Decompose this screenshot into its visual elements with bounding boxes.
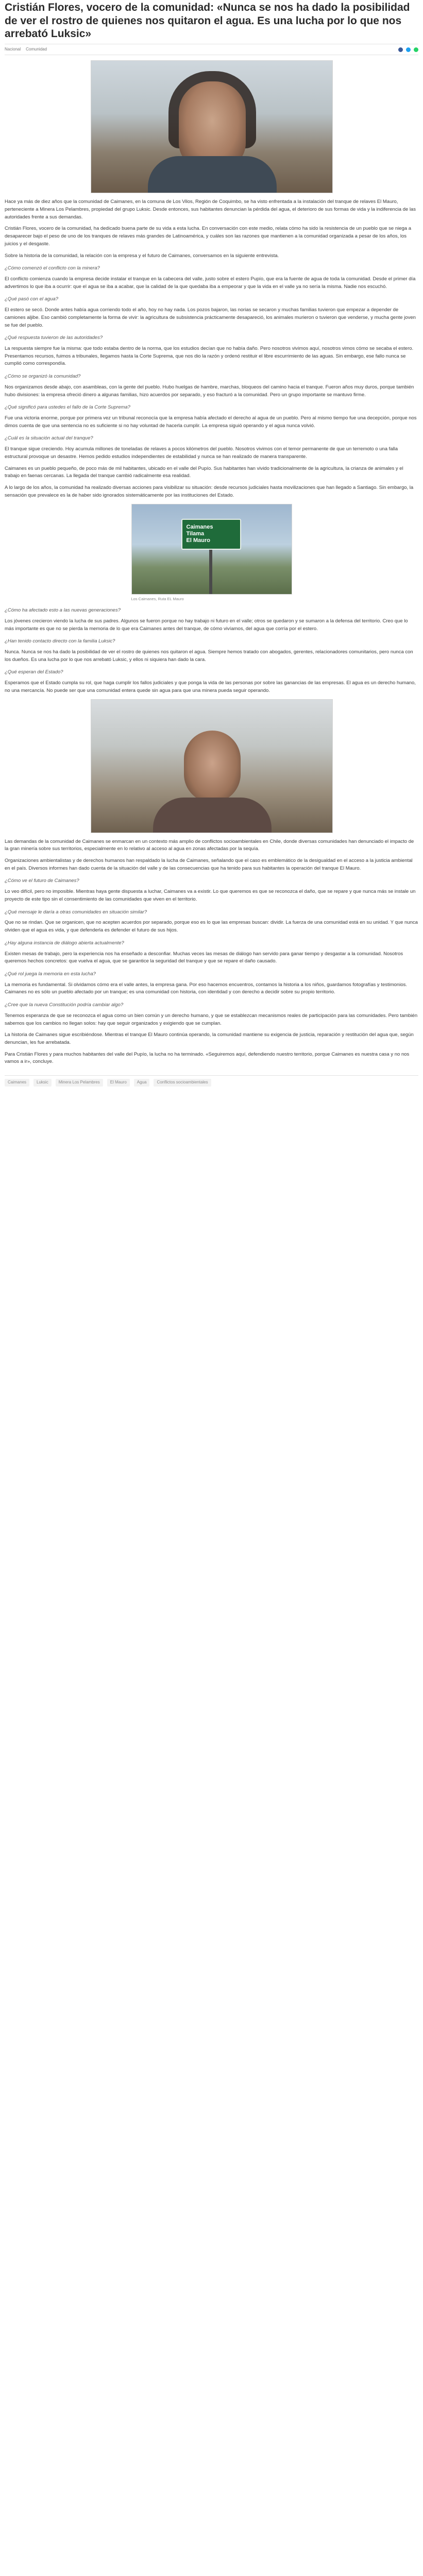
sign-line: El Mauro bbox=[186, 537, 210, 544]
intro-paragraph: Hace ya más de diez años que la comunidad de Caimanes, en la comuna de Los Vilos, Región de Coquimbo, se ha visto enfrentada a la instalación del tranque de relaves El Mauro, perteneciente a Minera Los Pelambres, propiedad del grupo Luksic. Desde entonces, sus habitantes denuncian la pérdida del agua, el deterioro de sus formas de vida y la indiferencia de las autoridades frente a sus demandas. bbox=[5, 199, 416, 220]
figure-portrait bbox=[5, 60, 418, 193]
interview-answer: La respuesta siempre fue la misma: que todo estaba dentro de la norma, que los estudios decían que no había daño. Pero nosotros vivimos aquí, nosotros vimos cómo se secaba el estero. Presentamos recursos, fuimos a tribunales, llegamos hasta la Corte Suprema, que nos dio la razón y ordenó restituir el libre escurrimiento de las aguas. Sin embargo, ese fallo nunca se cumplió como correspondía. bbox=[5, 346, 414, 367]
interview-answer: Nos organizamos desde abajo, con asambleas, con la gente del pueblo. Hubo huelgas de hambre, marchas, bloqueos del camino hacia el tranque. Fueron años muy duros, porque también hubo divisiones: la empresa ofreció dinero a algunas familias, hizo acuerdos por separado, y eso fracturó a la comunidad. Pero un grupo importante se mantuvo firme. bbox=[5, 384, 414, 398]
qa-section-1 bbox=[5, 265, 418, 461]
interview-question: ¿Cree que la nueva Constitución podría cambiar algo? bbox=[5, 1002, 124, 1008]
interview-question: ¿Qué pasó con el agua? bbox=[5, 296, 59, 302]
after-photo-section bbox=[5, 838, 418, 873]
interview-question: ¿Cómo comenzó el conflicto con la minera? bbox=[5, 265, 100, 272]
qa-section-2 bbox=[5, 607, 418, 694]
interview-question: ¿Cómo se organizó la comunidad? bbox=[5, 374, 81, 380]
body-paragraph: Caimanes es un pueblo pequeño, de poco más de mil habitantes, ubicado en el valle del Pupío. Sus habitantes han vivido tradicionalmente de la agricultura, la crianza de animales y el trabajo en faenas cercanas. La llegada del tranque cambió radicalmente esa realidad. bbox=[5, 465, 403, 479]
interview-answer: Nunca. Nunca se nos ha dado la posibilidad de ver el rostro de quienes nos quitaron el agua. Siempre hemos tratado con abogados, gerentes, relacionadores comunitarios, pero nunca con los dueños. Es una lucha por lo que nos arrebató Luksic, y ellos ni siquiera han dado la cara. bbox=[5, 649, 413, 663]
article-category: Comunidad bbox=[26, 46, 47, 52]
interview-answer: Esperamos que el Estado cumpla su rol, que haga cumplir los fallos judiciales y que ponga la vida de las personas por sobre las ganancias de las empresas. El agua es un derecho humano, no una mercancía. No puede ser que una comunidad entera quede sin agua para que una minera pueda seguir operando. bbox=[5, 680, 416, 693]
photo-caption: Los Caimanes, Ruta EL Mauro bbox=[131, 596, 184, 601]
body-paragraph: A lo largo de los años, la comunidad ha realizado diversas acciones para visibilizar su situación: desde recursos judiciales hasta movilizaciones que han llegado a Santiago. Sin embargo, la sensación que prevalece es la de haber sido ignorados sistemáticamente por las instituciones del Estado. bbox=[5, 485, 414, 498]
closing-paragraph: La historia de Caimanes sigue escribiéndose. Mientras el tranque El Mauro continúa operando, la comunidad mantiene su exigencia de justicia, reparación y restitución del agua que, según denuncian, les fue arrebatada. bbox=[5, 1032, 414, 1045]
interview-answer: Lo veo difícil, pero no imposible. Mientras haya gente dispuesta a luchar, Caimanes va a existir. Lo que queremos es que se reconozca el daño, que se repare y que nunca más se instale un proyecto de este tipo sin el consentimiento de las comunidades que viven en el territorio. bbox=[5, 889, 416, 902]
whatsapp-share-icon[interactable] bbox=[414, 47, 418, 52]
tag-link[interactable]: El Mauro bbox=[107, 1079, 130, 1086]
portrait-photo-2 bbox=[91, 699, 333, 833]
tag-link[interactable]: Caimanes bbox=[5, 1079, 29, 1086]
share-buttons bbox=[398, 47, 418, 52]
interview-answer: Que no se rindan. Que se organicen, que no acepten acuerdos por separado, porque eso es lo que las empresas buscan: dividir. La fuerza de una comunidad está en su unidad. Y que nunca olviden que el agua es vida, y que defenderla es defender el futuro de sus hijos. bbox=[5, 920, 418, 934]
facebook-share-icon[interactable] bbox=[398, 47, 403, 52]
intro-paragraph: Cristián Flores, vocero de la comunidad, ha dedicado buena parte de su vida a esta lucha. En conversación con este medio, relata cómo ha sido la resistencia de un pueblo que se niega a desaparecer bajo el peso de uno de los tranques de relaves más grandes de Latinoamérica, y cuáles son las razones que mantienen a la comunidad organizada a pesar de los años, los juicios y el desgaste. bbox=[5, 226, 411, 247]
road-sign bbox=[181, 519, 241, 550]
interview-answer: El estero se secó. Donde antes había agua corriendo todo el año, hoy no hay nada. Los pozos bajaron, las norias se secaron y muchas familias tuvieron que empezar a depender de camiones aljibe. Eso cambió completamente la forma de vivir: la agricultura de subsistencia prácticamente desapareció, los animales murieron o tuvieron que venderse, y mucha gente joven se fue del pueblo. bbox=[5, 307, 416, 328]
closing-paragraph: Para Cristián Flores y para muchos habitantes del valle del Pupío, la lucha no ha terminado. «Seguiremos aquí, defendiendo nuestro territorio, porque Caimanes es nuestra casa y no nos vamos a ir», concluye. bbox=[5, 1051, 410, 1065]
interview-answer: Fue una victoria enorme, porque por primera vez un tribunal reconocía que la empresa había afectado el derecho al agua de un pueblo. Pero al mismo tiempo fue una decepción, porque nos dimos cuenta de que una sentencia no es suficiente si no hay voluntad de hacerla cumplir. La empresa siguió operando y el agua nunca volvió. bbox=[5, 415, 417, 429]
interview-question: ¿Hay alguna instancia de diálogo abierta actualmente? bbox=[5, 940, 124, 946]
portrait-photo bbox=[91, 60, 333, 193]
qa-section-3 bbox=[5, 877, 418, 1027]
interview-question: ¿Qué mensaje le daría a otras comunidades en situación similar? bbox=[5, 909, 147, 915]
closing-section bbox=[5, 1031, 418, 1066]
intro-section bbox=[5, 198, 418, 260]
interview-answer: Tenemos esperanza de que se reconozca el agua como un bien común y un derecho humano, y que se establezcan mecanismos reales de participación para las comunidades. Pero también sabemos que los cambios no llegan solos: hay que seguir organizados y exigiendo que se cumplan. bbox=[5, 1012, 418, 1026]
interview-question: ¿Qué respuesta tuvieron de las autoridades? bbox=[5, 335, 103, 341]
intro-paragraph: Sobre la historia de la comunidad, la relación con la empresa y el futuro de Caimanes, conversamos en la siguiente entrevista. bbox=[5, 252, 279, 259]
mid-section bbox=[5, 465, 418, 500]
twitter-share-icon[interactable] bbox=[406, 47, 411, 52]
tag-link[interactable]: Agua bbox=[134, 1079, 150, 1086]
interview-question: ¿Han tenido contacto directo con la familia Luksic? bbox=[5, 638, 115, 645]
tag-link[interactable]: Minera Los Pelambres bbox=[56, 1079, 103, 1086]
interview-question: ¿Qué significó para ustedes el fallo de la Corte Suprema? bbox=[5, 404, 130, 411]
interview-answer: El tranque sigue creciendo. Hoy acumula millones de toneladas de relaves a pocos kilómetros del pueblo. Nosotros vivimos con el temor permanente de que un terremoto o una falla estructural provoque un desastre. Hemos pedido estudios independientes de estabilidad y nunca se han realizado de manera transparente. bbox=[5, 446, 398, 460]
interview-answer: El conflicto comienza cuando la empresa decide instalar el tranque en la cabecera del valle, justo sobre el estero Pupío, que era la fuente de agua de toda la comunidad. Desde el primer día advertimos lo que iba a ocurrir: que el agua se iba a acabar, que la calidad de la que quedaba iba a empeorar y que la vida en el valle ya no sería la misma. Nadie nos escuchó. bbox=[5, 276, 416, 290]
article-title: Cristián Flores, vocero de la comunidad: «Nunca se nos ha dado la posibilidad de ver el rostro de quienes nos quitaron el agua. Es una lucha por lo que nos arrebató Luksic» bbox=[5, 2, 410, 40]
interview-question: ¿Qué esperan del Estado? bbox=[5, 669, 63, 675]
article-meta-bar bbox=[5, 44, 418, 55]
road-sign-photo bbox=[131, 504, 292, 595]
article-page bbox=[0, 0, 423, 1102]
interview-question: ¿Qué rol juega la memoria en esta lucha? bbox=[5, 971, 96, 977]
interview-answer: Existen mesas de trabajo, pero la experiencia nos ha enseñado a desconfiar. Muchas veces las mesas de diálogo han servido para ganar tiempo y desgastar a la comunidad. Nosotros queremos hechos concretos: que vuelva el agua, que se garantice la seguridad del tranque y que se repare el daño causado. bbox=[5, 951, 403, 964]
body-paragraph: Las demandas de la comunidad de Caimanes se enmarcan en un contexto más amplio de conflictos socioambientales en Chile, donde diversas comunidades han denunciado el impacto de la gran minería sobre sus territorios, especialmente en lo relativo al acceso al agua en zonas afectadas por la sequía. bbox=[5, 838, 414, 852]
figure-road-sign bbox=[5, 504, 418, 602]
sign-line: Caimanes bbox=[186, 523, 213, 530]
tag-link[interactable]: Conflictos socioambientales bbox=[154, 1079, 211, 1086]
tag-link[interactable]: Luksic bbox=[33, 1079, 52, 1086]
interview-question: ¿Cómo ve el futuro de Caimanes? bbox=[5, 878, 79, 884]
interview-answer: La memoria es fundamental. Si olvidamos cómo era el valle antes, la empresa gana. Por eso hacemos encuentros, contamos la historia a los niños, guardamos fotografías y testimonios. Caimanes no es sólo un pueblo afectado por un tranque; es una comunidad con historia, con identidad y con derecho a decidir sobre su propio territorio. bbox=[5, 981, 407, 995]
interview-answer: Los jóvenes crecieron viendo la lucha de sus padres. Algunos se fueron porque no hay trabajo ni futuro en el valle; otros se quedaron y se sumaron a la defensa del territorio. Creo que lo más importante es que no se pierda la memoria de lo que era Caimanes antes del tranque, de cómo vivíamos, del agua que corría por el estero. bbox=[5, 618, 408, 632]
article-tags bbox=[5, 1075, 418, 1086]
interview-question: ¿Cómo ha afectado esto a las nuevas generaciones? bbox=[5, 607, 121, 614]
interview-question: ¿Cuál es la situación actual del tranque? bbox=[5, 435, 93, 442]
sign-line: Tilama bbox=[186, 530, 205, 537]
body-paragraph: Organizaciones ambientalistas y de derechos humanos han respaldado la lucha de Caimanes, señalando que el caso es emblemático de la desigualdad en el acceso a la justicia ambiental en el país. Diversos informes han dado cuenta de la situación del valle y de las consecuencias que ha tenido para sus habitantes la operación del tranque El Mauro. bbox=[5, 858, 413, 871]
figure-portrait-2 bbox=[5, 699, 418, 833]
article-section[interactable]: Nacional bbox=[5, 46, 21, 52]
